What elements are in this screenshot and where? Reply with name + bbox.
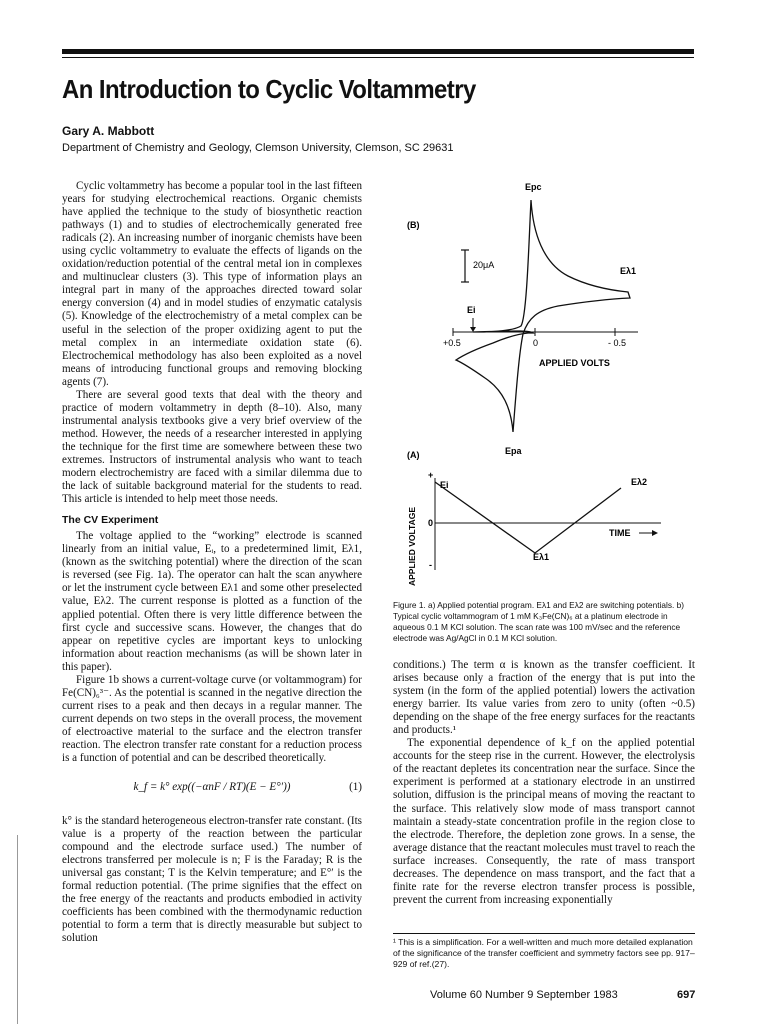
section-heading: The CV Experiment [62, 514, 159, 527]
paragraph: conditions.) The term α is known as the transfer coefficient. It arises because only a fraction of the energy that is put into the system (in the form of the applied potential) lowers the activation energy barrier. Its value varies from zero to unity (often ~0.5) depending on the shape of the free energy surfaces for the reactants and products.¹ [393, 659, 695, 737]
paragraph: k° is the standard heterogeneous electron-transfer rate constant. (Its value is a property of the reaction between the particular compound and the electrode surface used.) The number of electrons transferred per molecule is n; F is the Faraday; R is the universal gas constant; T is the Kelvin temperature; and E°′ is the formal reduction potential. (The prime signifies that the effect on the free energy of the reactants and products embodied in activity coefficients has been combined with the thermodynamic reduction potential to form a term that is directly measurable but subject to solution [62, 815, 362, 945]
paragraph: The voltage applied to the “working” electrode is scanned linearly from an initial value, Eᵢ, to a predetermined limit, Eλ1, (known as the switching potential) where the direction of the scan is reversed (see Fig. 1a). The operator can halt the scan anywhere or let the instrument cycle between Eλ1 and some other preselected value, Eλ2. The current response is plotted as a function of the applied potential. Often there is very little difference between the first cycle and successive scans. However, the changes that do appear on repetitive cycles are important keys to unlocking information about reaction mechanisms (as will be shown later in this paper). [62, 530, 362, 673]
paragraph: There are several good texts that deal with the theory and practice of modern voltammetry in depth (8–10). Also, many instrumental analysis textbooks give a very brief overview of the method. However, the needs of a researcher interested in applying the technique for the first time are somewhere between these two extremes. Instructors of instrumental analysis who want to teach modern electrochemistry are faced with a similar dilemma due to the lack of suitable background material for the students to read. This article is intended to help meet those needs. [62, 388, 362, 506]
y-axis-title-a: APPLIED VOLTAGE [407, 506, 417, 586]
figure-1 [393, 178, 693, 598]
ei-arrow-head [470, 327, 476, 332]
paragraph: Figure 1b shows a current-voltage curve (or voltammogram) for Fe(CN)₆³⁻. As the potential is scanned in the negative direction the current rises to a peak and then decays in a regular manner. The current depends on two steps in the overall process, the movement of electroactive material to the surface and the electron transfer reaction. The electron transfer rate constant for a reduction process is a function of potential and can be described theoretically. [62, 673, 362, 765]
footnote-rule [393, 933, 695, 934]
el1-label-a: Eλ1 [533, 552, 550, 562]
y-zero-a: 0 [428, 518, 434, 528]
journal-folio: Volume 60 Number 9 September 1983 [430, 989, 618, 1001]
scale-bar-label: 20μA [473, 260, 495, 270]
header-rule-thick [62, 49, 694, 54]
figure-caption: Figure 1. a) Applied potential program. Eλ1 and Eλ2 are switching potentials. b) Typical cyclic voltammogram of 1 mM K₃Fe(CN)₆ at a platinum electrode in aqueous 0.1 M KCl solution. The scan rate was 100 mV/sec and the reference electrode was Ag/AgCl in 0.1 M KCl solution. [393, 600, 685, 643]
epc-label: Epc [525, 182, 542, 192]
equation-number: (1) [349, 781, 362, 794]
equation: k_f = k° exp((−αnF / RT)(E − E°′)) [133, 781, 291, 794]
author-affiliation: Department of Chemistry and Geology, Clemson University, Clemson, SC 29631 [62, 142, 454, 154]
article-title: An Introduction to Cyclic Voltammetry [62, 74, 476, 104]
epa-label: Epa [505, 446, 522, 456]
footnote: ¹ This is a simplification. For a well-written and much more detailed explanation of the significance of the transfer coefficient and symmetry factors see pp. 917–929 of ref.(27). [393, 937, 695, 970]
page-number: 697 [677, 989, 696, 1001]
tick-label-minus: - 0.5 [608, 338, 627, 348]
author-name: Gary A. Mabbott [62, 124, 155, 138]
el1-label-b: Eλ1 [620, 266, 637, 276]
figure-svg [393, 178, 693, 598]
left-column [62, 180, 362, 946]
panel-a-label: (A) [407, 450, 420, 460]
equation-block [62, 771, 362, 809]
time-label: TIME [609, 528, 631, 538]
header-rule-thin [62, 57, 694, 58]
paragraph: The exponential dependence of k_f on the applied potential accounts for the steep rise in the current. However, the electrolysis of the reactant depletes its concentration near the surface. Since the experiment is performed at a stationary electrode in an unstirred solution, diffusion is the principal means of moving the reactant to the surface. This relatively slow mode of mass transport cannot maintain a steady-state concentration profile in the region close to the electrode. Therefore, the depletion zone grows. In a sense, the average distance that the reactant molecules must travel to reach the surface increases. Consequently, the rate of mass transport decreases. The dependence on mass transport, and the fact that a finite rate for the reverse electron transfer process is possible, prevent the current from increasing exponentially [393, 737, 695, 906]
panel-b-label: (B) [407, 220, 420, 230]
right-column [393, 659, 695, 907]
tick-label-zero: 0 [533, 338, 539, 348]
paragraph: Cyclic voltammetry has become a popular tool in the last fifteen years for studying electrochemical reactions. Organic chemists have applied the technique to the study of biosynthetic reaction pathways (1) and to studies of electrochemically generated free radicals (2). An increasing number of inorganic chemists have been using cyclic voltammetry to evaluate the effects of ligands on the oxidation/reduction potential of the central metal ion in complexes and multinuclear clusters (3). This type of information plays an integral part in many of the approaches directed toward solar energy conversion (4) and in model studies of enzymatic catalysis (5). Knowledge of the electrochemistry of a metal complex can be useful in the selection of the proper oxidizing agent to put the metal complex in an intermediate oxidation state (6). Electrochemical methodology has also been exploited as a novel means of introducing functional groups and removing blocking agents (7). [62, 180, 362, 388]
tick-label-plus: +0.5 [443, 338, 461, 348]
y-plus-a: + [428, 470, 434, 480]
ei-label-a: Ei [440, 480, 449, 490]
scan-edge-line [17, 835, 18, 1024]
y-minus-a: - [429, 560, 432, 570]
ei-label-b: Ei [467, 305, 476, 315]
potential-program-line [435, 482, 621, 553]
el2-label-a: Eλ2 [631, 477, 648, 487]
time-arrow-head [652, 530, 658, 536]
x-axis-title-b: APPLIED VOLTS [539, 358, 610, 368]
voltammogram-curve [456, 200, 630, 432]
